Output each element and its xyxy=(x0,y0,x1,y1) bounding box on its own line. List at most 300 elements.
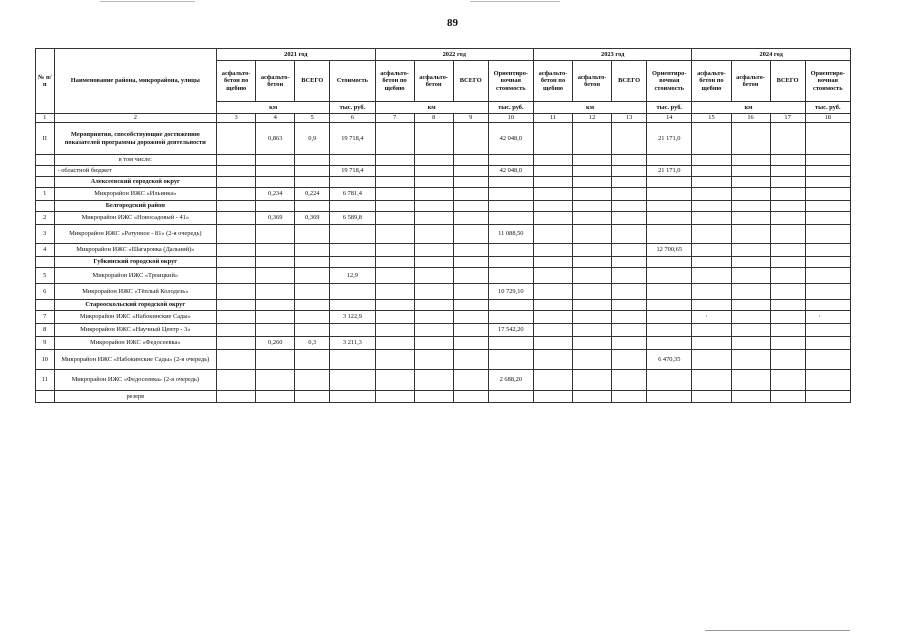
value-cell xyxy=(731,350,770,370)
value-cell xyxy=(453,370,488,391)
value-cell xyxy=(414,370,453,391)
value-cell: 17 542,20 xyxy=(488,324,533,337)
row-number: 6 xyxy=(36,284,55,300)
value-cell xyxy=(533,257,572,268)
value-cell xyxy=(533,324,572,337)
value-cell xyxy=(488,300,533,311)
value-cell xyxy=(256,284,295,300)
value-cell xyxy=(295,201,330,212)
value-cell xyxy=(295,324,330,337)
value-cell xyxy=(573,244,612,257)
value-cell: 10 729,10 xyxy=(488,284,533,300)
row-name: Микрорайон ИЖС «Федосеевка» xyxy=(54,337,217,350)
row-name: Микрорайон ИЖС «Ильинка» xyxy=(54,188,217,201)
table-row xyxy=(36,188,851,201)
value-cell xyxy=(731,188,770,201)
value-cell xyxy=(647,212,692,225)
value-cell: 12,9 xyxy=(330,268,375,284)
value-cell xyxy=(256,391,295,403)
value-cell xyxy=(805,268,850,284)
value-cell xyxy=(612,177,647,188)
value-cell: 0,9 xyxy=(295,123,330,155)
row-name: Старооскольский городской округ xyxy=(54,300,217,311)
value-cell xyxy=(805,284,850,300)
value-cell xyxy=(805,212,850,225)
value-cell xyxy=(256,324,295,337)
table-row xyxy=(36,324,851,337)
column-number: 6 xyxy=(330,114,375,123)
row-number xyxy=(36,300,55,311)
value-cell xyxy=(731,284,770,300)
value-cell xyxy=(533,166,572,177)
row-number xyxy=(36,177,55,188)
value-cell xyxy=(692,155,731,166)
value-cell xyxy=(375,337,414,350)
value-cell xyxy=(731,257,770,268)
value-cell xyxy=(805,123,850,155)
row-name: Микрорайон ИЖС «Троицкий» xyxy=(54,268,217,284)
header-total: ВСЕГО xyxy=(453,61,488,102)
row-name: Микрорайон ИЖС «Набокинские Сады» xyxy=(54,311,217,324)
value-cell xyxy=(573,370,612,391)
value-cell xyxy=(295,177,330,188)
value-cell xyxy=(217,350,256,370)
value-cell xyxy=(414,324,453,337)
value-cell xyxy=(375,225,414,244)
table-row xyxy=(36,311,851,324)
value-cell: 11 088,50 xyxy=(488,225,533,244)
value-cell xyxy=(217,268,256,284)
value-cell xyxy=(533,212,572,225)
value-cell xyxy=(414,177,453,188)
value-cell xyxy=(217,177,256,188)
row-name: Микрорайон ИЖС «Научный Центр - 3» xyxy=(54,324,217,337)
value-cell xyxy=(330,244,375,257)
value-cell: 3 122,9 xyxy=(330,311,375,324)
table-row xyxy=(36,257,851,268)
value-cell: 0,3 xyxy=(295,337,330,350)
value-cell xyxy=(488,311,533,324)
value-cell xyxy=(573,324,612,337)
value-cell xyxy=(375,123,414,155)
value-cell xyxy=(647,201,692,212)
header-year-2024: 2024 год xyxy=(692,49,851,61)
value-cell xyxy=(375,177,414,188)
column-number: 17 xyxy=(770,114,805,123)
value-cell: 0,369 xyxy=(256,212,295,225)
table-row xyxy=(36,155,851,166)
value-cell xyxy=(612,300,647,311)
value-cell xyxy=(805,177,850,188)
value-cell xyxy=(295,311,330,324)
value-cell xyxy=(453,155,488,166)
value-cell xyxy=(414,225,453,244)
value-cell xyxy=(533,337,572,350)
value-cell xyxy=(731,225,770,244)
value-cell xyxy=(375,155,414,166)
value-cell xyxy=(612,391,647,403)
value-cell xyxy=(770,177,805,188)
value-cell xyxy=(647,391,692,403)
value-cell xyxy=(770,370,805,391)
value-cell xyxy=(488,391,533,403)
row-name: Белгородский район xyxy=(54,201,217,212)
value-cell xyxy=(375,212,414,225)
value-cell xyxy=(573,212,612,225)
row-number xyxy=(36,155,55,166)
value-cell xyxy=(805,166,850,177)
value-cell xyxy=(295,350,330,370)
value-cell: 12 700,65 xyxy=(647,244,692,257)
value-cell xyxy=(805,337,850,350)
value-cell: 19 718,4 xyxy=(330,166,375,177)
value-cell xyxy=(573,257,612,268)
value-cell: 6 781,4 xyxy=(330,188,375,201)
value-cell: 0,369 xyxy=(295,212,330,225)
row-name: в том числе: xyxy=(54,155,217,166)
road-program-table xyxy=(35,48,851,403)
value-cell xyxy=(488,244,533,257)
value-cell xyxy=(453,391,488,403)
value-cell xyxy=(770,212,805,225)
row-number xyxy=(36,166,55,177)
value-cell xyxy=(573,201,612,212)
header-cost: Стоимость xyxy=(330,61,375,102)
value-cell xyxy=(612,370,647,391)
header-asphalt-gravel: асфальто-бетон по щебню xyxy=(217,61,256,102)
value-cell xyxy=(533,268,572,284)
row-name: Микрорайон ИЖС «Ратунное - 81» (2-я очередь) xyxy=(54,225,217,244)
value-cell xyxy=(295,268,330,284)
value-cell xyxy=(731,337,770,350)
column-number: 10 xyxy=(488,114,533,123)
value-cell xyxy=(375,188,414,201)
value-cell xyxy=(295,225,330,244)
value-cell xyxy=(256,155,295,166)
value-cell xyxy=(330,284,375,300)
table-row xyxy=(36,177,851,188)
table-body xyxy=(36,123,851,403)
value-cell xyxy=(453,166,488,177)
column-number: 4 xyxy=(256,114,295,123)
table-row xyxy=(36,225,851,244)
value-cell xyxy=(375,350,414,370)
header-years-row xyxy=(36,49,851,61)
value-cell xyxy=(256,257,295,268)
value-cell xyxy=(375,166,414,177)
header-total: ВСЕГО xyxy=(295,61,330,102)
value-cell: 0,260 xyxy=(256,337,295,350)
row-name: Микрорайон ИЖС «Федосеевка» (2-я очередь) xyxy=(54,370,217,391)
table-row xyxy=(36,166,851,177)
value-cell xyxy=(612,324,647,337)
value-cell xyxy=(533,201,572,212)
row-number xyxy=(36,201,55,212)
value-cell xyxy=(453,268,488,284)
value-cell xyxy=(453,300,488,311)
value-cell xyxy=(731,370,770,391)
value-cell xyxy=(256,350,295,370)
value-cell xyxy=(647,177,692,188)
value-cell xyxy=(573,311,612,324)
column-number: 1 xyxy=(36,114,55,123)
value-cell xyxy=(453,350,488,370)
table-row xyxy=(36,201,851,212)
column-number: 13 xyxy=(612,114,647,123)
header-name: Наименование района, микрорайона, улицы xyxy=(54,49,217,114)
header-approx-cost: Ориентиро-вочная стоимость xyxy=(488,61,533,102)
value-cell xyxy=(612,225,647,244)
value-cell xyxy=(217,212,256,225)
value-cell xyxy=(573,177,612,188)
stray-mark: · xyxy=(705,312,708,321)
row-number: 8 xyxy=(36,324,55,337)
header-unit-km: км xyxy=(692,102,805,114)
page-number: 89 xyxy=(447,17,458,29)
value-cell xyxy=(414,391,453,403)
value-cell: 0,234 xyxy=(256,188,295,201)
value-cell xyxy=(805,370,850,391)
value-cell: 6 589,8 xyxy=(330,212,375,225)
column-number: 16 xyxy=(731,114,770,123)
header-asphalt-gravel: асфальто-бетон по щебню xyxy=(375,61,414,102)
value-cell xyxy=(453,311,488,324)
value-cell xyxy=(330,155,375,166)
header-unit-rub: тыс. руб. xyxy=(330,102,375,114)
row-name: Микрорайон ИЖС «Новосадовый - 41» xyxy=(54,212,217,225)
value-cell xyxy=(647,324,692,337)
value-cell xyxy=(375,391,414,403)
value-cell xyxy=(256,268,295,284)
row-number: 2 xyxy=(36,212,55,225)
row-number: 3 xyxy=(36,225,55,244)
row-name: Алексеевский городской округ xyxy=(54,177,217,188)
row-name: - областной бюджет xyxy=(54,166,217,177)
value-cell xyxy=(330,350,375,370)
value-cell xyxy=(692,123,731,155)
value-cell xyxy=(453,188,488,201)
value-cell xyxy=(647,311,692,324)
value-cell: 0,863 xyxy=(256,123,295,155)
value-cell xyxy=(453,201,488,212)
row-number xyxy=(36,391,55,403)
column-number: 11 xyxy=(533,114,572,123)
value-cell xyxy=(217,370,256,391)
value-cell xyxy=(375,284,414,300)
value-cell xyxy=(805,350,850,370)
table-row xyxy=(36,391,851,403)
value-cell xyxy=(770,391,805,403)
header-asphalt: асфальто-бетон xyxy=(731,61,770,102)
value-cell xyxy=(375,370,414,391)
header-unit-km: км xyxy=(217,102,330,114)
value-cell xyxy=(612,201,647,212)
value-cell xyxy=(533,225,572,244)
value-cell xyxy=(330,201,375,212)
header-unit-rub: тыс. руб. xyxy=(647,102,692,114)
table-row xyxy=(36,284,851,300)
value-cell xyxy=(488,268,533,284)
value-cell xyxy=(731,212,770,225)
value-cell xyxy=(414,155,453,166)
value-cell xyxy=(295,155,330,166)
value-cell xyxy=(217,166,256,177)
value-cell: 3 211,3 xyxy=(330,337,375,350)
value-cell xyxy=(692,188,731,201)
value-cell xyxy=(533,350,572,370)
value-cell xyxy=(217,225,256,244)
value-cell xyxy=(647,284,692,300)
header-asphalt: асфальто-бетон xyxy=(414,61,453,102)
value-cell xyxy=(770,244,805,257)
value-cell xyxy=(533,391,572,403)
row-number: 11 xyxy=(36,370,55,391)
value-cell xyxy=(256,244,295,257)
value-cell xyxy=(330,391,375,403)
row-number: 4 xyxy=(36,244,55,257)
value-cell xyxy=(533,284,572,300)
header-no: № п/п xyxy=(36,49,55,114)
value-cell xyxy=(414,212,453,225)
header-unit-rub: тыс. руб. xyxy=(805,102,850,114)
value-cell xyxy=(692,350,731,370)
value-cell xyxy=(770,201,805,212)
value-cell xyxy=(256,201,295,212)
value-cell xyxy=(692,311,731,324)
value-cell xyxy=(330,370,375,391)
table-row xyxy=(36,244,851,257)
column-number: 12 xyxy=(573,114,612,123)
value-cell xyxy=(453,177,488,188)
value-cell: 6 470,35 xyxy=(647,350,692,370)
value-cell xyxy=(647,337,692,350)
value-cell xyxy=(375,244,414,257)
value-cell xyxy=(612,311,647,324)
value-cell: 42 048,0 xyxy=(488,166,533,177)
value-cell xyxy=(573,391,612,403)
value-cell xyxy=(731,155,770,166)
value-cell xyxy=(612,212,647,225)
value-cell xyxy=(217,324,256,337)
top-rule-left xyxy=(100,1,195,2)
value-cell xyxy=(573,188,612,201)
column-number: 9 xyxy=(453,114,488,123)
header-asphalt: асфальто-бетон xyxy=(256,61,295,102)
value-cell xyxy=(805,225,850,244)
value-cell xyxy=(533,123,572,155)
value-cell xyxy=(295,257,330,268)
value-cell xyxy=(533,300,572,311)
value-cell xyxy=(573,225,612,244)
value-cell xyxy=(805,257,850,268)
value-cell xyxy=(692,370,731,391)
value-cell xyxy=(488,155,533,166)
column-number: 5 xyxy=(295,114,330,123)
value-cell xyxy=(692,257,731,268)
value-cell xyxy=(692,177,731,188)
value-cell xyxy=(770,268,805,284)
value-cell xyxy=(573,284,612,300)
value-cell xyxy=(414,166,453,177)
header-approx-cost: Ориентиро-вочная стоимость xyxy=(647,61,692,102)
value-cell xyxy=(414,244,453,257)
row-number: II xyxy=(36,123,55,155)
value-cell xyxy=(692,268,731,284)
value-cell xyxy=(453,212,488,225)
value-cell xyxy=(488,201,533,212)
value-cell xyxy=(612,244,647,257)
row-number: 10 xyxy=(36,350,55,370)
row-name: Микрорайон ИЖС «Набокинские Сады» (2-я очередь) xyxy=(54,350,217,370)
row-name: резерв xyxy=(54,391,217,403)
value-cell xyxy=(533,177,572,188)
value-cell xyxy=(647,155,692,166)
value-cell xyxy=(375,311,414,324)
value-cell xyxy=(647,370,692,391)
value-cell xyxy=(612,284,647,300)
value-cell xyxy=(573,123,612,155)
value-cell xyxy=(805,311,850,324)
value-cell xyxy=(414,337,453,350)
value-cell xyxy=(573,300,612,311)
value-cell xyxy=(692,284,731,300)
value-cell xyxy=(770,284,805,300)
row-name: Микрорайон ИЖС «Шагаровка (Дальний)» xyxy=(54,244,217,257)
value-cell xyxy=(612,337,647,350)
value-cell xyxy=(414,268,453,284)
value-cell xyxy=(731,123,770,155)
value-cell xyxy=(647,300,692,311)
value-cell xyxy=(256,166,295,177)
value-cell xyxy=(217,391,256,403)
value-cell xyxy=(805,391,850,403)
value-cell xyxy=(692,225,731,244)
value-cell xyxy=(533,188,572,201)
value-cell xyxy=(488,350,533,370)
value-cell xyxy=(731,166,770,177)
value-cell xyxy=(731,268,770,284)
value-cell xyxy=(573,166,612,177)
value-cell xyxy=(692,337,731,350)
table-row xyxy=(36,370,851,391)
value-cell xyxy=(256,311,295,324)
value-cell xyxy=(414,257,453,268)
value-cell xyxy=(770,257,805,268)
value-cell xyxy=(256,300,295,311)
value-cell xyxy=(805,324,850,337)
value-cell xyxy=(414,311,453,324)
column-number: 3 xyxy=(217,114,256,123)
value-cell xyxy=(217,188,256,201)
value-cell xyxy=(731,244,770,257)
header-year-2021: 2021 год xyxy=(217,49,375,61)
value-cell xyxy=(217,337,256,350)
header-total: ВСЕГО xyxy=(612,61,647,102)
value-cell xyxy=(573,155,612,166)
value-cell xyxy=(805,300,850,311)
value-cell xyxy=(414,300,453,311)
value-cell xyxy=(330,324,375,337)
value-cell: 21 171,0 xyxy=(647,166,692,177)
value-cell xyxy=(414,188,453,201)
value-cell xyxy=(533,311,572,324)
top-rule-right xyxy=(470,1,560,2)
bottom-rule xyxy=(705,630,850,631)
value-cell xyxy=(692,300,731,311)
value-cell xyxy=(731,324,770,337)
value-cell xyxy=(731,391,770,403)
value-cell xyxy=(805,244,850,257)
